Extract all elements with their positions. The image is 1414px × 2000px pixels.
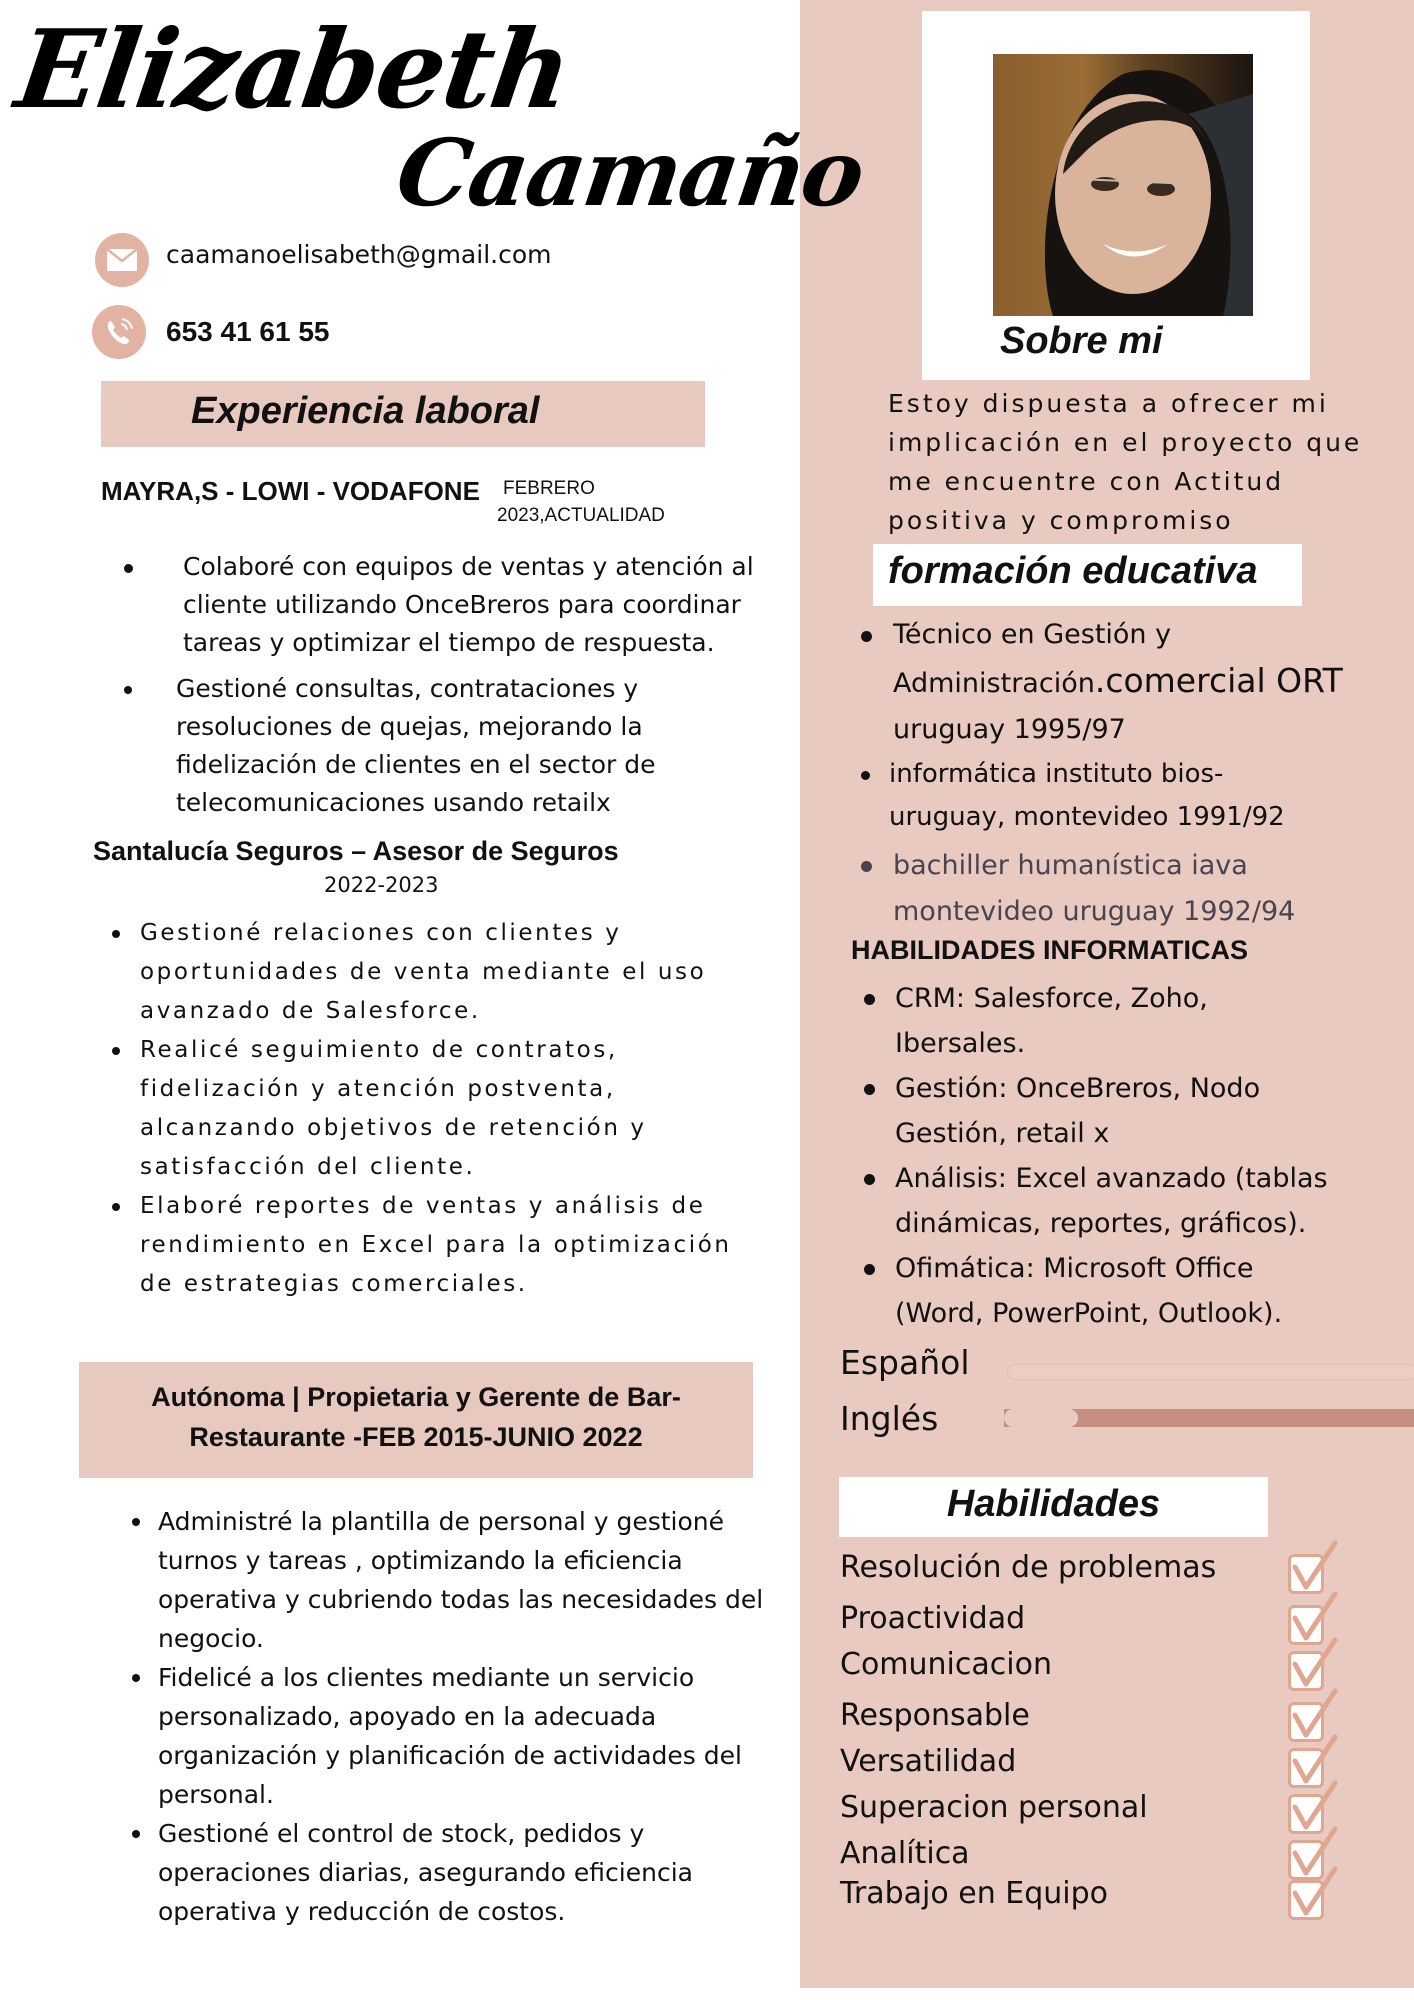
- language-bar-espanol: [1007, 1364, 1414, 1380]
- name-last: Caamaño: [390, 119, 870, 227]
- phone-number[interactable]: 653 41 61 55: [166, 316, 330, 347]
- job-bullet: Realicé seguimiento de contratos, fidelización y atención postventa, alcanzando objetivos de retención y satisfacción del cliente.: [108, 1031, 768, 1187]
- bullet-icon: [861, 861, 872, 872]
- job-bullet: Elaboré reportes de ventas y análisis de rendimiento en Excel para la optimización de estrategias comerciales.: [108, 1187, 768, 1304]
- bullet-icon: [864, 1174, 875, 1185]
- checkbox-checked-icon: [1288, 1880, 1324, 1920]
- skill-label: Trabajo en Equipo: [840, 1876, 1109, 1911]
- phone-icon: [92, 305, 146, 359]
- skill-item: [840, 1645, 1340, 1685]
- name-first: Elizabeth: [9, 7, 578, 133]
- job-title: Santalucía Seguros – Asesor de Seguros: [93, 836, 619, 866]
- bullet-icon: [112, 1203, 120, 1211]
- skill-label: Versatilidad: [840, 1744, 1017, 1779]
- it-skills-list: [858, 976, 1398, 1336]
- language-name: Español: [840, 1343, 970, 1382]
- skill-label: Superacion personal: [840, 1790, 1148, 1825]
- language-bar-fill: [1008, 1365, 1414, 1379]
- skill-item: [840, 1599, 1340, 1639]
- bullet-icon: [112, 930, 120, 938]
- skill-label: Proactividad: [840, 1601, 1026, 1636]
- job-bullet: Colaboré con equipos de ventas y atención al cliente utilizando OnceBreros para coordinar tareas y optimizar el tiempo de respuesta.: [120, 548, 780, 662]
- education-item: Técnico en Gestión y Administración.comercial ORT uruguay 1995/97: [855, 612, 1405, 753]
- bullet-icon: [861, 771, 870, 780]
- skill-label: Analítica: [840, 1836, 970, 1871]
- about-title: Sobre mi: [1000, 320, 1163, 362]
- job-bullet: Administré la plantilla de personal y gestioné turnos y tareas , optimizando la eficiencia operativa y cubriendo todas las necesidades del negocio.: [128, 1502, 768, 1658]
- job-bullet: Gestioné consultas, contrataciones y resoluciones de quejas, mejorando la fidelización de clientes en el sector de telecomunicaciones usando retailx: [120, 670, 780, 822]
- skill-label: Resolución de problemas: [840, 1550, 1217, 1585]
- job-bullet: Gestioné relaciones con clientes y oportunidades de venta mediante el uso avanzado de Salesforce.: [108, 914, 768, 1031]
- language-bar-fill: [1004, 1409, 1078, 1427]
- it-skill-item: CRM: Salesforce, Zoho, Ibersales.: [858, 976, 1398, 1066]
- bullet-icon: [132, 1518, 140, 1526]
- job-title-line2: Restaurante -FEB 2015-JUNIO 2022: [189, 1422, 643, 1452]
- job-date-line1: FEBRERO: [503, 478, 595, 499]
- bullet-icon: [124, 686, 132, 694]
- bullet-icon: [112, 1047, 120, 1055]
- language-bar-ingles: [1004, 1409, 1414, 1427]
- bullet-icon: [864, 994, 875, 1005]
- skill-label: Comunicacion: [840, 1647, 1052, 1682]
- it-skill-item: Gestión: OnceBreros, Nodo Gestión, retail x: [858, 1066, 1398, 1156]
- bullet-icon: [864, 1264, 875, 1275]
- skill-item: [840, 1788, 1340, 1828]
- education-list: [855, 612, 1405, 935]
- job-title: MAYRA,S - LOWI - VODAFONE: [101, 476, 480, 506]
- skill-item: [840, 1548, 1340, 1588]
- job-bullet: Fidelicé a los clientes mediante un servicio personalizado, apoyado en la adecuada organización y planificación de actividades del personal.: [128, 1658, 768, 1814]
- job-title-line1: Autónoma | Propietaria y Gerente de Bar-: [151, 1382, 681, 1412]
- profile-photo: [993, 54, 1253, 316]
- skill-item: [840, 1696, 1340, 1736]
- job-bullets: [128, 1502, 768, 1931]
- job-bullets: [108, 914, 768, 1304]
- email-address[interactable]: caamanoelisabeth@gmail.com: [166, 240, 552, 269]
- skill-label: Responsable: [840, 1698, 1030, 1733]
- job-header-box: [79, 1362, 753, 1478]
- email-icon: [95, 233, 149, 287]
- it-skill-item: Análisis: Excel avanzado (tablas dinámicas, reportes, gráficos).: [858, 1156, 1398, 1246]
- skill-item: [840, 1742, 1340, 1782]
- skills-header-box: [839, 1477, 1268, 1537]
- education-item: bachiller humanística iava montevideo uruguay 1992/94: [855, 843, 1405, 935]
- job-date: 2022-2023: [324, 873, 439, 897]
- bullet-icon: [132, 1674, 140, 1682]
- education-header-box: [873, 544, 1302, 606]
- skill-item: [840, 1834, 1340, 1874]
- skills-title: Habilidades: [946, 1483, 1161, 1525]
- education-title: formación educativa: [888, 550, 1258, 592]
- job-date-line2: 2023,ACTUALIDAD: [497, 505, 665, 526]
- about-text: Estoy dispuesta a ofrecer mi implicación en el proyecto que me encuentre con Actitud positiva y compromiso: [888, 389, 1363, 535]
- bullet-icon: [132, 1830, 140, 1838]
- education-item: informática instituto bios- uruguay, montevideo 1991/92: [855, 753, 1405, 839]
- it-skill-item: Ofimática: Microsoft Office (Word, PowerPoint, Outlook).: [858, 1246, 1398, 1336]
- language-name: Inglés: [840, 1399, 939, 1438]
- bullet-icon: [864, 1084, 875, 1095]
- skill-item: [840, 1874, 1340, 1914]
- job-bullets: [120, 548, 780, 822]
- experience-title: Experiencia laboral: [191, 390, 540, 432]
- it-skills-title: HABILIDADES INFORMATICAS: [851, 935, 1248, 965]
- bullet-icon: [861, 631, 872, 642]
- job-bullet: Gestioné el control de stock, pedidos y operaciones diarias, asegurando eficiencia operativa y reducción de costos.: [128, 1814, 768, 1931]
- experience-header-box: [101, 381, 705, 447]
- photo-frame: [922, 11, 1310, 380]
